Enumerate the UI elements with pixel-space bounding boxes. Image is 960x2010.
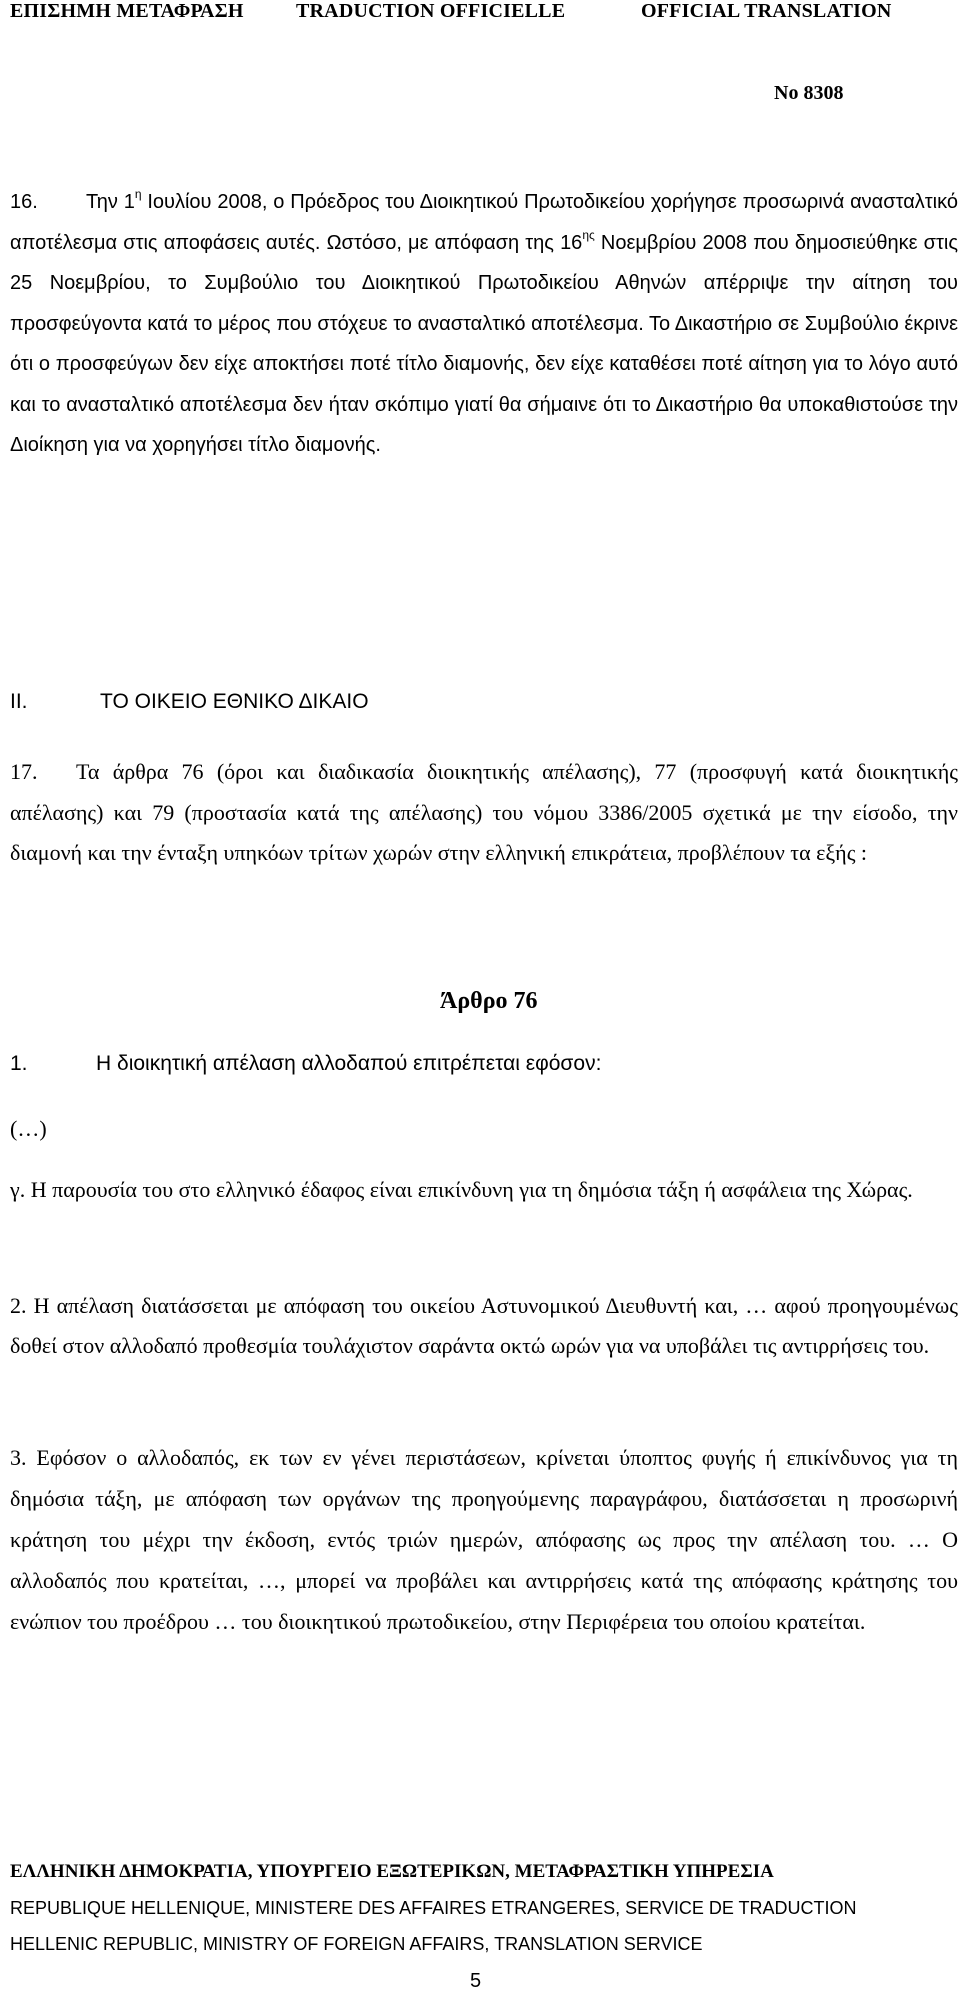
article-item-1: [10, 1052, 601, 1076]
paragraph-text: Νοεμβρίου 2008 που δημοσιεύθηκε στις 25 Νοεμβρίου, το Συμβούλιο του Διοικητικού Πρωτοδικείου Αθηνών απέρριψε την αίτηση του προσφεύγοντα κατά το μέρος που στόχευε το ανασταλτικό αποτέλεσμα. Το Δικαστήριο σε Συμβούλιο έκρινε ότι ο προσφεύγων δεν είχε αποκτήσει ποτέ τίτλο διαμονής, δεν είχε καταθέσει ποτέ αίτηση για το λόγο αυτό και το ανασταλτικό αποτέλεσμα δεν ήταν σκόπιμο γιατί θα σήμαινε ότι το Δικαστήριο θα υποκαθιστούσε την Διοίκηση για να χορηγήσει τίτλο διαμονής.: [10, 231, 958, 456]
header-french: TRADUCTION OFFICIELLE: [296, 0, 566, 22]
article-item-2: 2. Η απέλαση διατάσσεται με απόφαση του οικείου Αστυνομικού Διευθυντή και, … αφού προηγουμένως δοθεί στον αλλοδαπό προθεσμία τουλάχιστον σαράντα οκτώ ωρών για να υποβάλει τις αντιρρήσεις του.: [10, 1293, 958, 1358]
footer-french: REPUBLIQUE HELLENIQUE, MINISTERE DES AFFAIRES ETRANGERES, SERVICE DE TRADUCTION: [10, 1898, 857, 1918]
superscript: ης: [582, 227, 595, 242]
section-title: ΤΟ ΟΙΚΕΙΟ ΕΘΝΙΚΟ ΔΙΚΑΙΟ: [100, 690, 369, 713]
paragraph-text: Την 1: [86, 191, 135, 213]
paragraph-17: [10, 752, 958, 874]
article-title: Άρθρο 76: [440, 988, 538, 1014]
item-number: 1.: [10, 1052, 28, 1075]
paragraph-number: 16.: [10, 191, 38, 213]
section-number: II.: [10, 690, 28, 713]
paragraph-number: 17.: [10, 759, 38, 784]
paragraph-text: Τα άρθρα 76 (όροι και διαδικασία διοικητικής απέλασης), 77 (προσφυγή κατά διοικητικής απέλασης) και 79 (προστασία κατά της απέλασης) του νόμου 3386/2005 σχετικά με την είσοδο, την διαμονή και την ένταξη υπηκόων τρίτων χωρών στην ελληνική επικράτεια, προβλέπουν τα εξής :: [10, 759, 958, 865]
omission-marker: (…): [10, 1116, 47, 1141]
section-heading: [10, 690, 369, 714]
article-item-3: 3. Εφόσον ο αλλοδαπός, εκ των εν γένει περιστάσεων, κρίνεται ύποπτος φυγής ή επικίνδυνος για τη δημόσια τάξη, με απόφαση των οργάνων της προηγούμενης παραγράφου, διατάσσεται η προσωρινή κράτηση του μέχρι την έκδοση, εντός τριών ημερών, απόφασης ως προς την απέλαση του. … Ο αλλοδαπός που κρατείται, …, μπορεί να προβάλει και αντιρρήσεις κατά της απόφασης κράτησης του ενώπιον του προέδρου … του διοικητικού πρωτοδικείου, στην Περιφέρεια του οποίου κρατείται.: [10, 1445, 958, 1634]
paragraph-text: Ιουλίου 2008, ο Πρόεδρος του Διοικητικού Πρωτοδικείου χορήγησε προσωρινά ανασταλτικό αποτέλεσμα στις αποφάσεις αυτές. Ωστόσο, με απόφαση της 16: [10, 191, 958, 254]
header-english: OFFICIAL TRANSLATION: [641, 0, 892, 22]
page-number: 5: [470, 1970, 482, 1992]
translation-header: [0, 0, 960, 22]
footer-english: HELLENIC REPUBLIC, MINISTRY OF FOREIGN AFFAIRS, TRANSLATION SERVICE: [10, 1934, 703, 1954]
header-greek: ΕΠΙΣΗΜΗ ΜΕΤΑΦΡΑΣΗ: [10, 0, 244, 22]
paragraph-16: [10, 182, 958, 466]
superscript: η: [134, 187, 142, 202]
footer-greek: ΕΛΛΗΝΙΚΗ ΔΗΜΟΚΡΑΤΙΑ, ΥΠΟΥΡΓΕΙΟ ΕΞΩΤΕΡΙΚΩΝ, ΜΕΤΑΦΡΑΣΤΙΚΗ ΥΠΗΡΕΣΙΑ: [10, 1861, 774, 1882]
document-number: No 8308: [774, 82, 844, 104]
article-item-g: γ. Η παρουσία του στο ελληνικό έδαφος είναι επικίνδυνη για τη δημόσια τάξη ή ασφάλεια της Χώρας.: [10, 1177, 913, 1202]
item-text: Η διοικητική απέλαση αλλοδαπού επιτρέπεται εφόσον:: [96, 1052, 602, 1075]
